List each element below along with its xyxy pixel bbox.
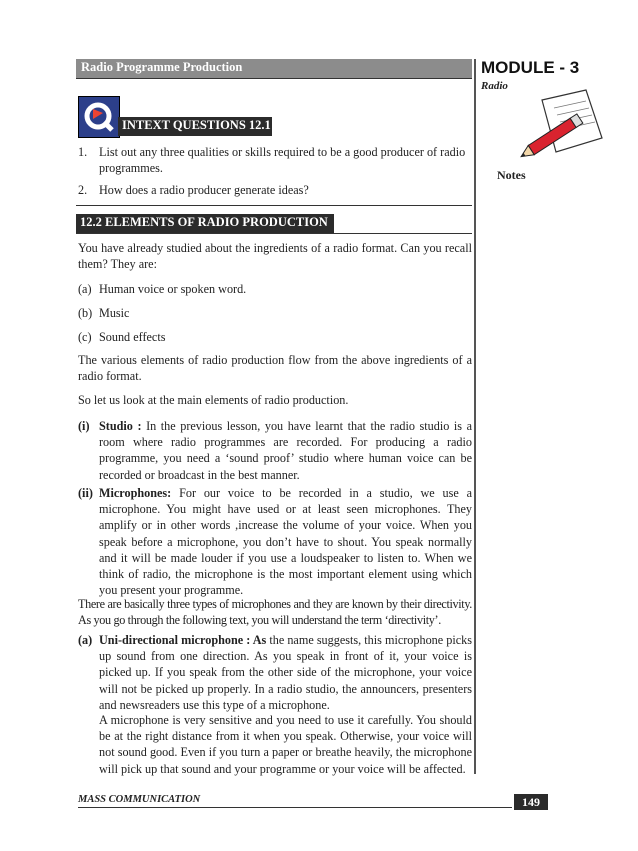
mic-type-paragraph: A microphone is very sensitive and you need to use it carefully. You should be at the right distance from it when you speak. Otherwise, your voice will not sound good. Even if you turn a paper or breathe heavily, the microphone will pick up that sound and your programme or your voice will be affected. xyxy=(99,713,472,776)
question-text: List out any three qualities or skills required to be a good producer of radio programmes. xyxy=(99,145,466,176)
section-title: 12.2 ELEMENTS OF RADIO PRODUCTION xyxy=(80,215,328,229)
element-term: Microphones: xyxy=(99,486,172,500)
element-marker: (i) xyxy=(78,419,90,433)
running-title: Radio Programme Production xyxy=(81,60,243,74)
list-item: Music xyxy=(99,306,130,320)
module-label: MODULE - 3 xyxy=(481,58,580,77)
paragraph: The various elements of radio production flow from the above ingredients of a radio format. xyxy=(78,353,472,384)
list-item: Human voice or spoken word. xyxy=(99,282,247,296)
intext-title-bar xyxy=(118,117,272,136)
intro-paragraph: You have already studied about the ingredients of a radio format. Can you recall them? They are: xyxy=(78,241,472,272)
intext-question-icon xyxy=(78,96,120,138)
paragraph: So let us look at the main elements of radio production. xyxy=(78,393,349,407)
module-subject: Radio xyxy=(481,80,508,92)
question-number: 2. xyxy=(78,183,88,197)
element-term: Studio : xyxy=(99,419,142,433)
list-marker: (c) xyxy=(78,330,92,344)
element-text: For our voice to be recorded in a studio, we use a microphone. You might have used or at least seen microphones. They amplify or in other words ,increase the volume of your voice. When you speak before a microphone, you don’t have to shout. You speak normally and it will be made louder if you use a loudspeaker to listen to. When we think of radio, the microphone is the most important element using which you present your programme. xyxy=(99,486,472,598)
element-text: In the previous lesson, you have learnt that the radio studio is a room where radio programmes are recorded. For producing a radio programme, you need a ‘sound proof’ studio where human voice can be recorded or broadcast in the best manner. xyxy=(99,419,472,482)
element-microphones xyxy=(99,485,472,598)
mic-type-text: the name suggests, this microphone picks up sound from one direction. As you speak in front of it, your voice is picked up. If you speak from the other side of the microphone, your voice will not be picked up properly. In a radio studio, the announcers, presenters and newsreaders use this type of a microphone. xyxy=(99,633,472,712)
section-rule-top xyxy=(76,205,472,206)
section-rule-bottom xyxy=(76,233,472,234)
mic-type-unidirectional xyxy=(99,632,472,713)
footer-rule xyxy=(78,807,512,808)
notes-pencil-icon xyxy=(520,88,610,160)
section-title-bar xyxy=(76,214,334,233)
running-title-bar xyxy=(76,59,472,78)
mic-type-term: Uni-directional microphone : As xyxy=(99,633,267,647)
list-item: Sound effects xyxy=(99,330,166,344)
notes-label: Notes xyxy=(497,168,526,182)
page-number: 149 xyxy=(522,795,540,809)
margin-divider xyxy=(474,59,476,774)
mic-type-marker: (a) xyxy=(78,633,93,647)
element-studio xyxy=(99,418,472,483)
intext-title: INTEXT QUESTIONS 12.1 xyxy=(122,118,271,132)
list-marker: (b) xyxy=(78,306,93,320)
page-number-box xyxy=(514,794,548,810)
question-number: 1. xyxy=(78,145,88,159)
element-marker: (ii) xyxy=(78,486,93,500)
header-rule xyxy=(76,78,472,79)
paragraph-types: There are basically three types of microphones and they are known by their directivity. As you go through the following text, you will understand the term ‘directivity’. xyxy=(78,597,472,628)
list-marker: (a) xyxy=(78,282,92,296)
question-text: How does a radio producer generate ideas? xyxy=(99,183,309,197)
footer-label: MASS COMMUNICATION xyxy=(78,794,201,805)
